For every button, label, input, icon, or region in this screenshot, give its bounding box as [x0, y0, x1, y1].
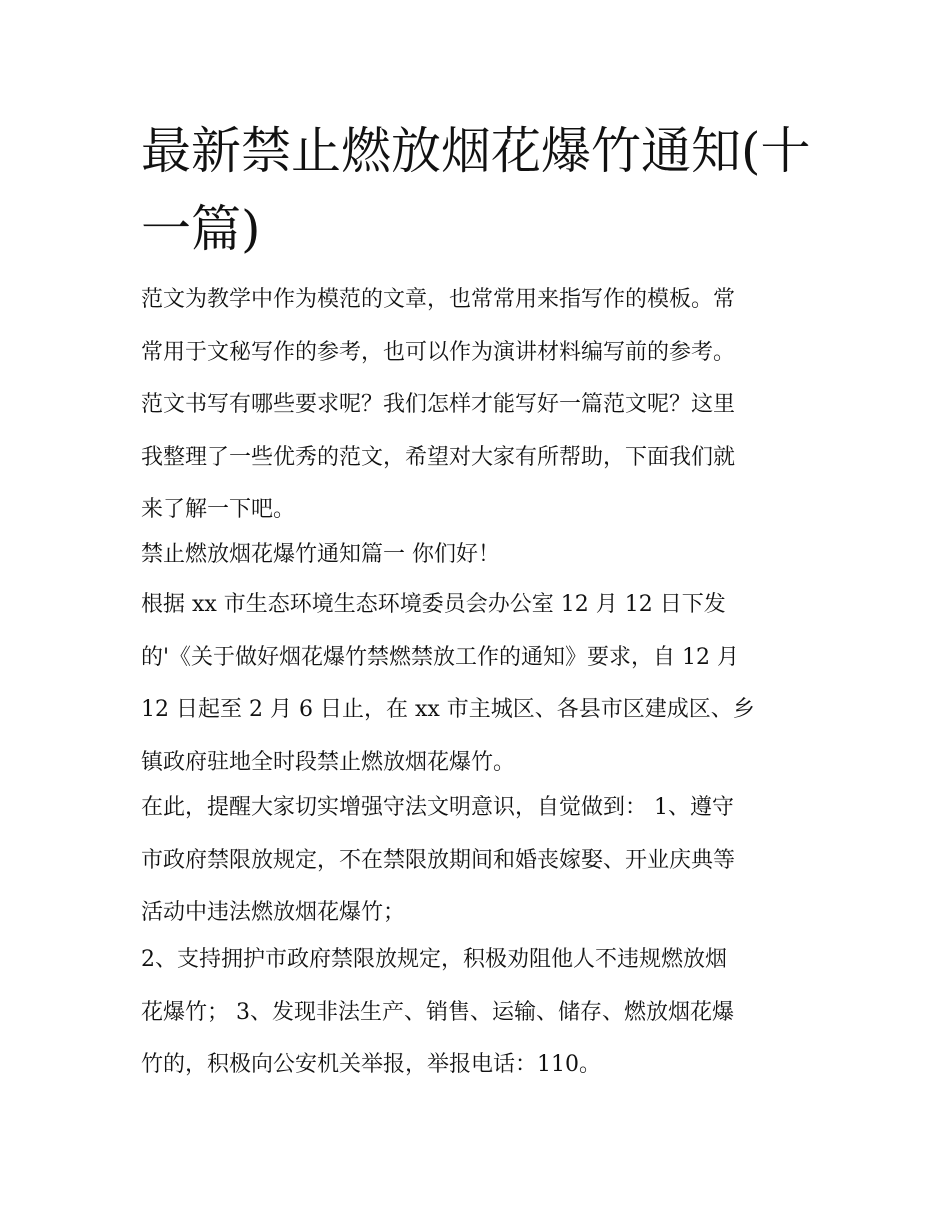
paragraph-line: 市政府禁限放规定，不在禁限放期间和婚丧嫁娶、开业庆典等 [141, 847, 736, 873]
paragraph-line: 2、支持拥护市政府禁限放规定，积极劝阻他人不违规燃放烟 [141, 947, 727, 972]
paragraph-line: 竹的，积极向公安机关举报，举报电话：110。 [141, 1052, 601, 1077]
support-paragraph [141, 934, 821, 1092]
paragraph-line: 来了解一下吧。 [141, 497, 296, 522]
paragraph-line: 镇政府驻地全时段禁止燃放烟花爆竹。 [141, 749, 516, 775]
notice-paragraph [141, 579, 821, 789]
paragraph-line: 范文为教学中作为模范的文章，也常常用来指写作的模板。常 [141, 287, 736, 312]
paragraph-line: 活动中违法燃放烟花爆竹； [141, 900, 406, 925]
title-line: 一篇) [141, 200, 261, 258]
paragraph-line: 禁止燃放烟花爆竹通知篇一 你们好！ [141, 542, 500, 567]
paragraph-line: 花爆竹； 3、发现非法生产、销售、运输、储存、燃放烟花爆 [141, 999, 734, 1025]
reminder-paragraph [141, 782, 821, 940]
paragraph-line: 根据 xx 市生态环境生态环境委员会办公室 12 月 12 日下发 [141, 592, 726, 617]
section-heading [141, 529, 821, 582]
paragraph-line: 我整理了一些优秀的范文，希望对大家有所帮助，下面我们就 [141, 444, 736, 470]
paragraph-line: 范文书写有哪些要求呢？我们怎样才能写好一篇范文呢？这里 [141, 392, 736, 417]
paragraph-line: 的'《关于做好烟花爆竹禁燃禁放工作的通知》要求，自 12 月 [141, 644, 740, 670]
paragraph-line: 12 日起至 2 月 6 日止，在 xx 市主城区、各县市区建成区、乡 [141, 697, 755, 722]
paragraph-line: 在此，提醒大家切实增强守法文明意识，自觉做到： 1、遵守 [141, 795, 734, 820]
intro-paragraph [141, 274, 821, 537]
title-line: 最新禁止燃放烟花爆竹通知(十 [141, 122, 811, 180]
document-title [141, 112, 821, 268]
paragraph-line: 常用于文秘写作的参考，也可以作为演讲材料编写前的参考。 [141, 339, 736, 365]
